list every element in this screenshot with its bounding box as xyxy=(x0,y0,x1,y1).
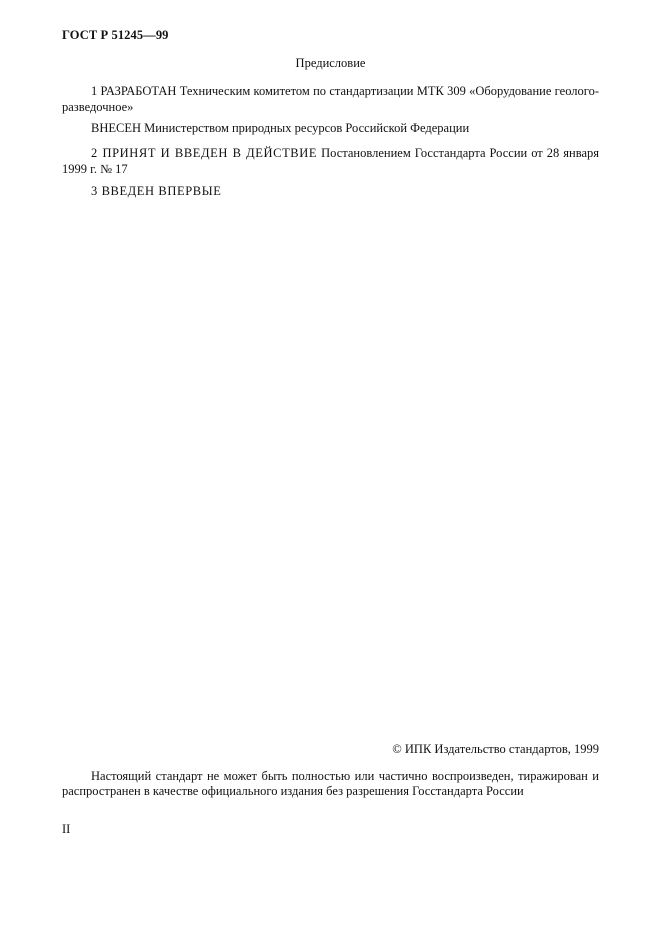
preface-item-adopted-lead: 2 ПРИНЯТ И ВВЕДЕН В ДЕЙСТВИЕ xyxy=(91,146,318,160)
preface-item-adopted xyxy=(62,145,599,177)
preface-item-introduced xyxy=(62,120,599,136)
preface-item-first-introduced-lead: 3 ВВЕДЕН ВПЕРВЫЕ xyxy=(91,184,222,198)
preface-item-developed-text: Техническим комитетом по стандартизации МТК 309 «Оборудование геолого-разведочное» xyxy=(62,84,599,114)
preface-item-first-introduced xyxy=(62,183,599,199)
preface-title: Предисловие xyxy=(295,56,366,70)
preface-item-introduced-text: Министерством природных ресурсов Российской Федерации xyxy=(141,121,470,135)
preface-item-introduced-lead: ВНЕСЕН xyxy=(91,121,141,135)
reproduction-notice: Настоящий стандарт не может быть полностью или частично воспроизведен, тиражирован и распространен в качестве официального издания без разрешения Госстандарта России xyxy=(62,769,599,798)
standard-code: ГОСТ Р 51245—99 xyxy=(62,28,169,42)
preface-item-developed-lead: 1 РАЗРАБОТАН xyxy=(91,84,177,98)
copyright-line: © ИПК Издательство стандартов, 1999 xyxy=(392,742,599,756)
preface-item-developed xyxy=(62,83,599,115)
preface-item-adopted-text: Постановлением Госстандарта России от 28 января 1999 г. № 17 xyxy=(62,146,600,176)
page-number: II xyxy=(62,822,71,836)
